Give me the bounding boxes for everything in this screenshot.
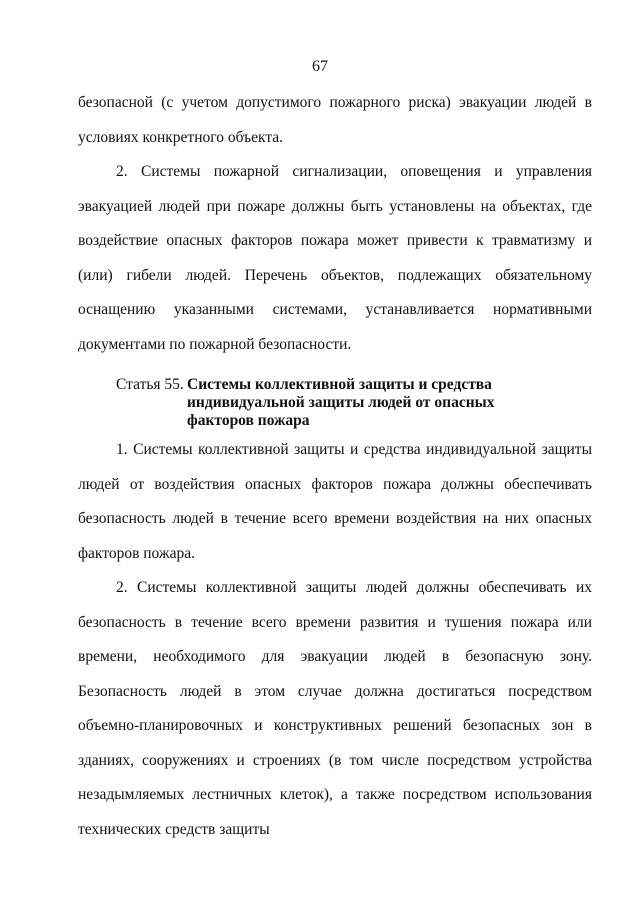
paragraph-collective-protection xyxy=(78,571,592,847)
page-number: 67 xyxy=(312,58,328,75)
paragraph-fire-alarm-systems xyxy=(78,155,592,362)
paragraph-continuation xyxy=(78,86,592,155)
paragraph-protection-systems xyxy=(78,433,592,571)
article-number: Статья 55. xyxy=(116,376,184,393)
paragraph-text: 1. Системы коллективной защиты и средства индивидуальной защиты людей от воздействия опасных факторов пожара должны обеспечивать безопасность людей в течение всего времени воздействия на них опасных факторов пожара. xyxy=(78,441,592,562)
paragraph-text: 2. Системы коллективной защиты людей должны обеспечивать их безопасность в течение всего времени развития и тушения пожара или времени, необходимого для эвакуации людей в безопасную зону. Безопасность людей в этом случае должна достигаться посредством объемно-планировочных и конструктивных решений безопасных зон в зданиях, сооружениях и строениях (в том числе посредством устройства незадымляемых лестничных клеток), а также посредством использования технических средств защиты xyxy=(78,579,592,838)
paragraph-text: 2. Системы пожарной сигнализации, оповещения и управления эвакуацией людей при пожаре должны быть установлены на объектах, где воздействие опасных факторов пожара может привести к травматизму и (или) гибели людей. Перечень объектов, подлежащих обязательному оснащению указанными системами, устанавливается нормативными документами по пожарной безопасности. xyxy=(78,163,592,353)
paragraph-text: безопасной (с учетом допустимого пожарного риска) эвакуации людей в условиях конкретного объекта. xyxy=(78,94,592,146)
article-title: Системы коллективной защиты и средства индивидуальной защиты людей от опасных факторов пожара xyxy=(187,376,495,429)
